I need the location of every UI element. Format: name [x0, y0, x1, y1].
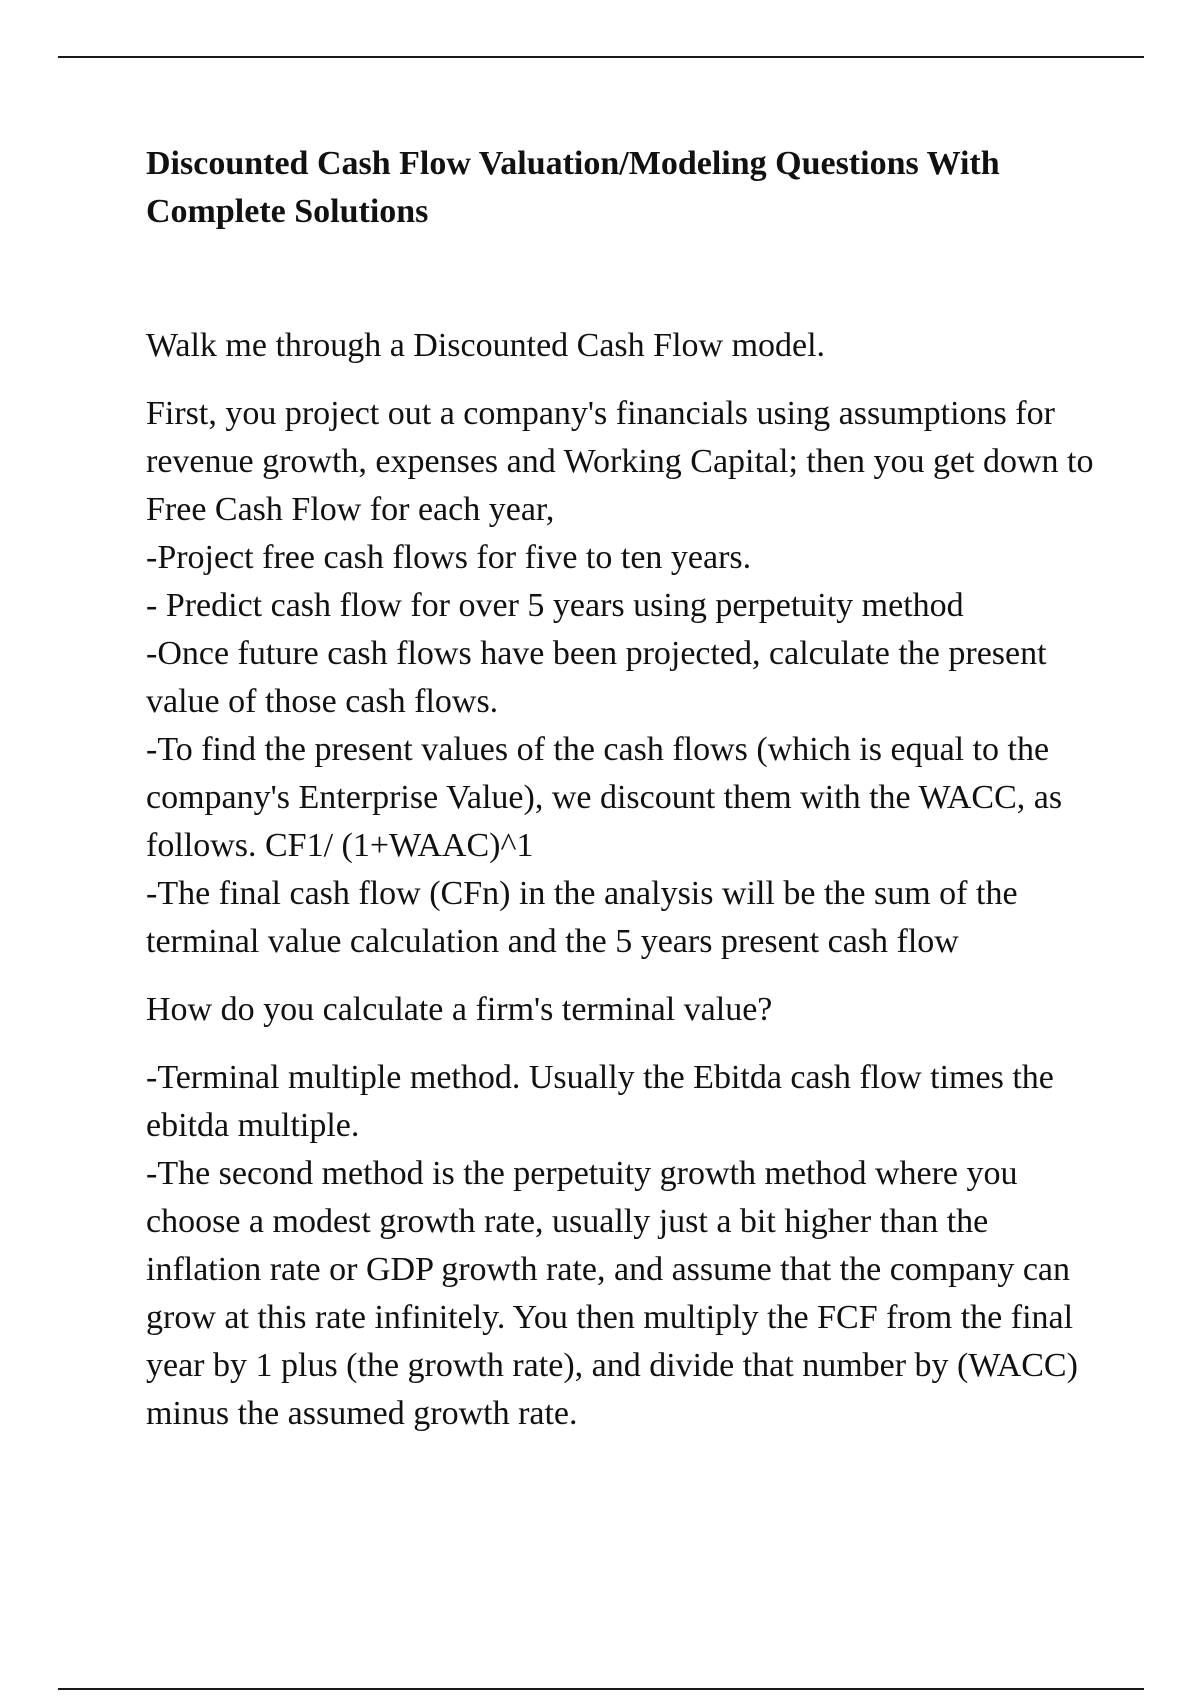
question-1: Walk me through a Discounted Cash Flow model.	[146, 327, 826, 364]
question-2: How do you calculate a firm's terminal value?	[146, 991, 773, 1028]
answer-1-line: - Predict cash flow for over 5 years using perpetuity method	[146, 587, 964, 624]
answer-2	[146, 1054, 1106, 1438]
answer-1-line: First, you project out a company's financials using assumptions for revenue growth, expenses and Working Capital; then you get down to Free Cash Flow for each year,	[146, 395, 1094, 528]
answer-1	[146, 390, 1106, 966]
top-divider	[58, 56, 1144, 58]
answer-2-line: -Terminal multiple method. Usually the Ebitda cash flow times the ebitda multiple.	[146, 1059, 1054, 1144]
qa-block-2	[146, 986, 1106, 1438]
document-title	[146, 140, 1106, 236]
answer-1-line: -The final cash flow (CFn) in the analysis will be the sum of the terminal value calculation and the 5 years present cash flow	[146, 875, 1018, 960]
document-body	[146, 140, 1106, 1438]
qa-block-1	[146, 322, 1106, 966]
answer-2-line: -The second method is the perpetuity growth method where you choose a modest growth rate, usually just a bit higher than the inflation rate or GDP growth rate, and assume that the company can grow at this rate infinitely. You then multiply the FCF from the final year by 1 plus (the growth rate), and divide that number by (WACC) minus the assumed growth rate.	[146, 1155, 1078, 1432]
bottom-divider	[58, 1688, 1144, 1690]
answer-1-line: -Project free cash flows for five to ten years.	[146, 539, 752, 576]
title-line-1: Discounted Cash Flow Valuation/Modeling Questions With	[146, 145, 1000, 182]
answer-1-line: -Once future cash flows have been projected, calculate the present value of those cash flows.	[146, 635, 1047, 720]
title-line-2: Complete Solutions	[146, 193, 429, 230]
answer-1-line: -To find the present values of the cash flows (which is equal to the company's Enterprise Value), we discount them with the WACC, as follows. CF1/ (1+WAAC)^1	[146, 731, 1063, 864]
